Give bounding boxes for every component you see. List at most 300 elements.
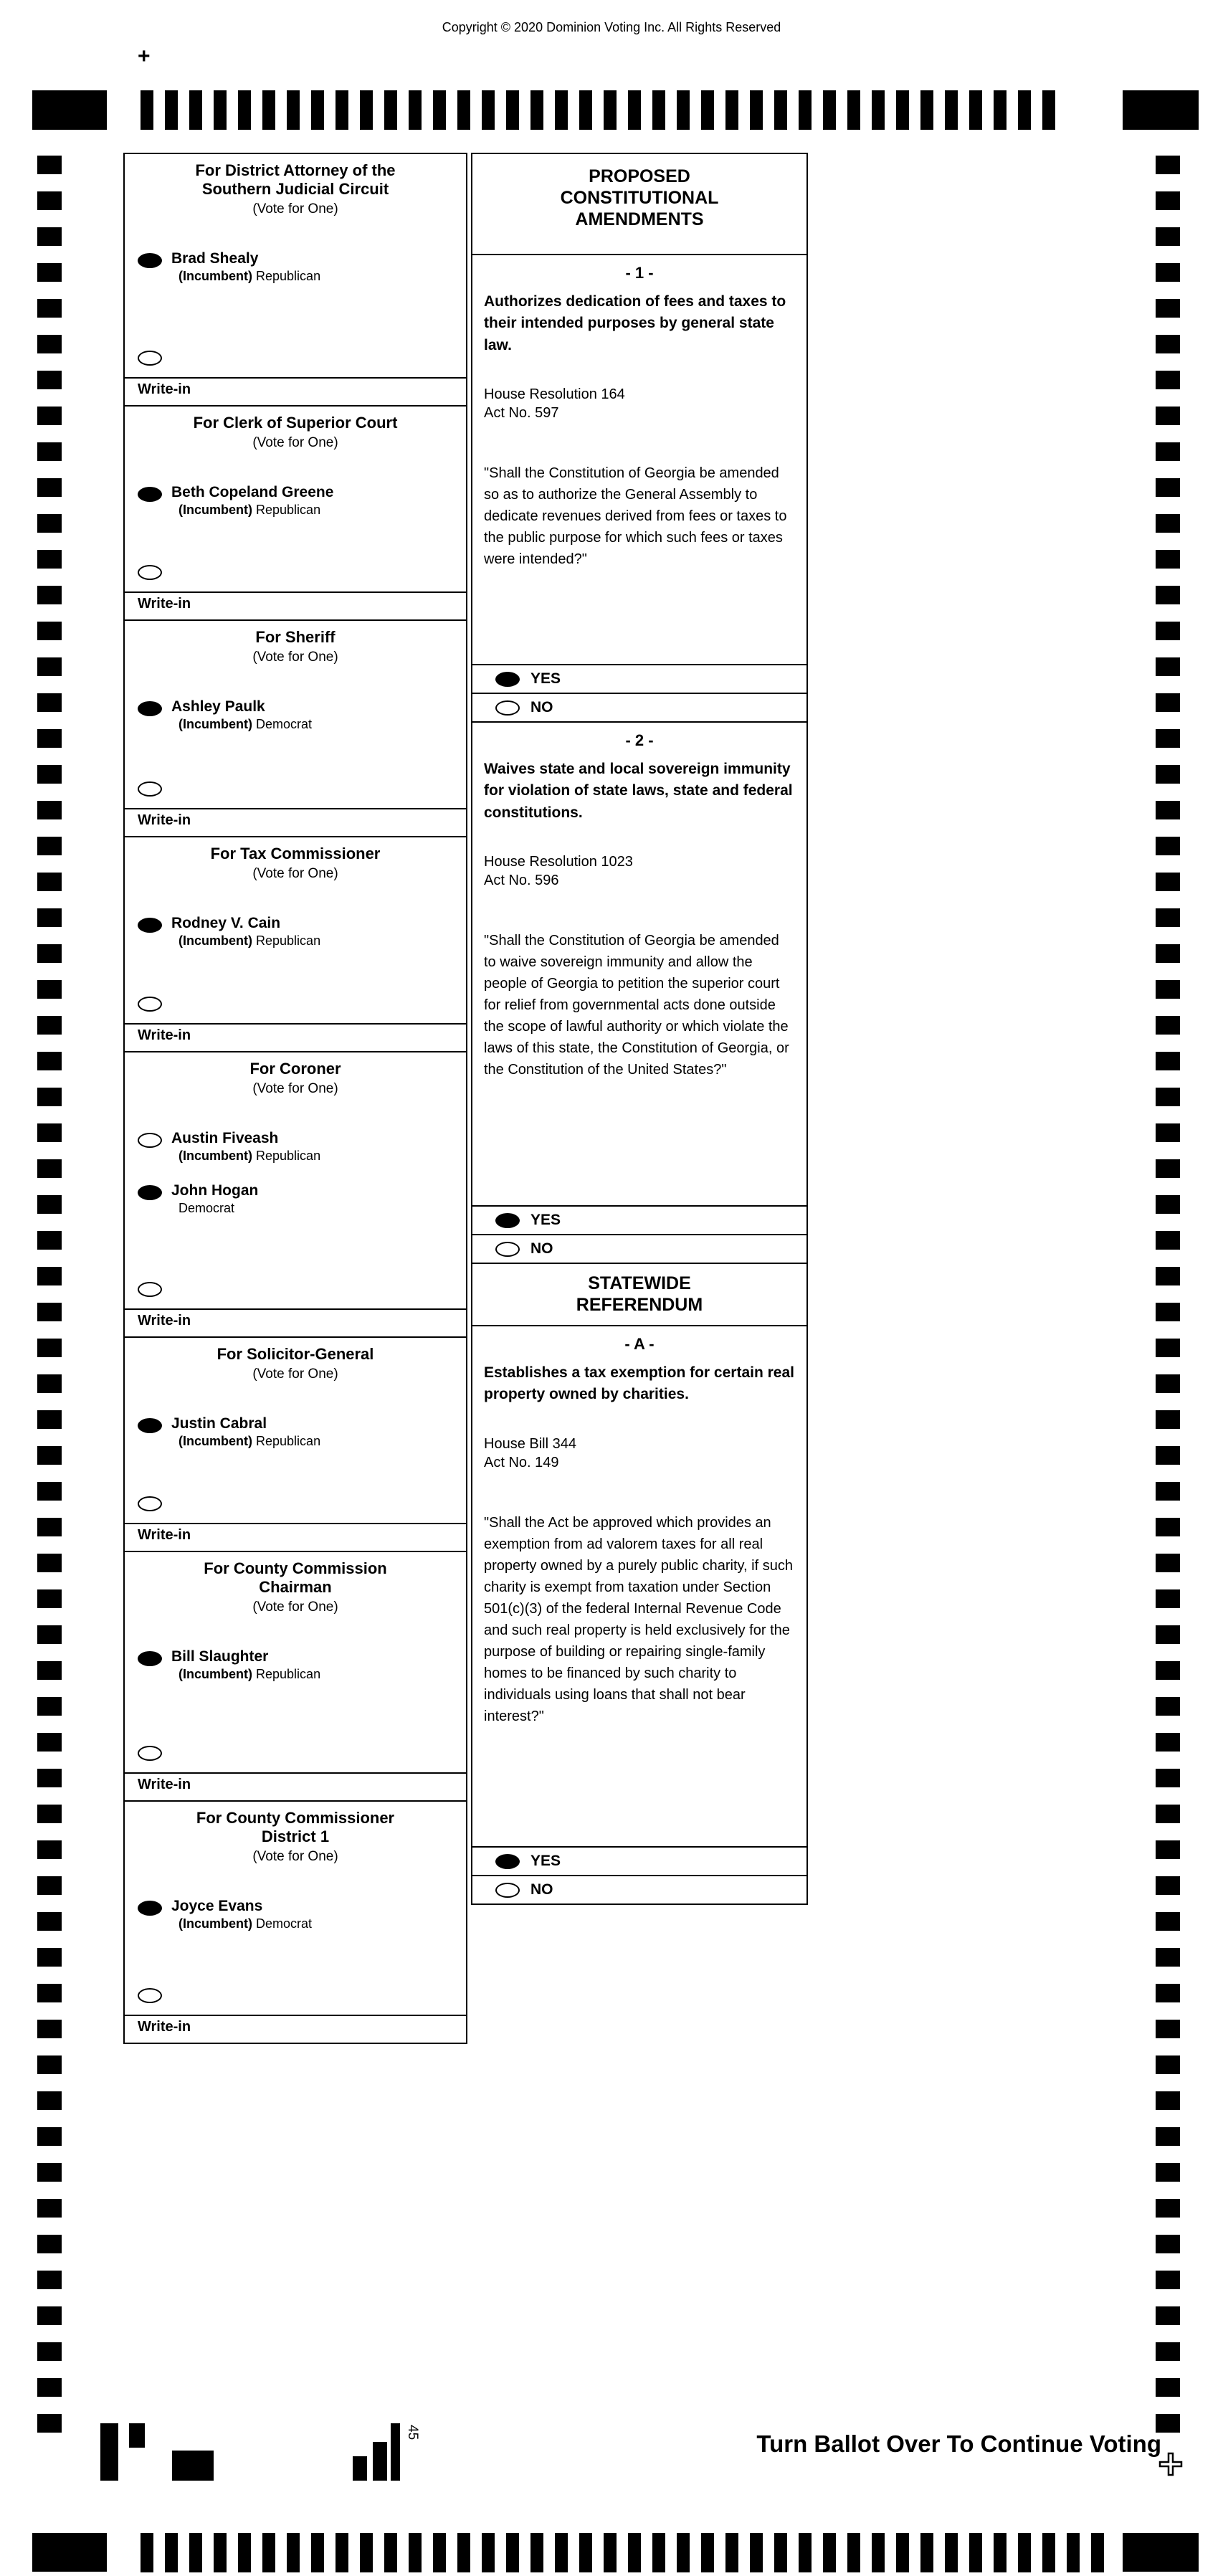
- candidate-text: [171, 484, 333, 518]
- timing-mark: [37, 801, 62, 819]
- measure-reference-line: House Bill 344: [484, 1435, 576, 1452]
- candidate-name: Ashley Paulk: [171, 698, 265, 715]
- timing-mark: [37, 1697, 62, 1716]
- timing-mark: [37, 1195, 62, 1214]
- statewide-referendum-header: [472, 1264, 806, 1326]
- barcode-bar: [353, 2456, 367, 2481]
- write-in-oval[interactable]: [138, 1496, 162, 1511]
- timing-mark: [579, 90, 592, 130]
- timing-mark: [37, 1016, 62, 1035]
- write-in-area: [125, 781, 466, 836]
- timing-mark: [37, 1625, 62, 1644]
- timing-mark: [1156, 1123, 1180, 1142]
- measure-number: - 1 -: [625, 264, 654, 282]
- referendum-header-line: STATEWIDE: [588, 1273, 691, 1293]
- contest-title-line: For Coroner: [249, 1060, 341, 1078]
- timing-mark: [750, 90, 763, 130]
- timing-mark: [37, 693, 62, 712]
- timing-mark: [37, 729, 62, 748]
- ballot-oval[interactable]: [138, 1185, 162, 1200]
- measure-summary: Authorizes dedication of fees and taxes to their intended purposes by general state law.: [484, 293, 786, 353]
- timing-mark: [920, 2533, 933, 2572]
- write-in-oval[interactable]: [138, 1746, 162, 1761]
- contest-title: [125, 1559, 466, 1597]
- ballot-oval[interactable]: [138, 487, 162, 502]
- timing-mark: [1156, 2127, 1180, 2146]
- incumbent-label: (Incumbent): [179, 1916, 252, 1931]
- candidate-party: [179, 269, 320, 284]
- write-in-line[interactable]: [125, 1772, 466, 1774]
- timing-mark: [725, 2533, 738, 2572]
- write-in-area: [125, 997, 466, 1051]
- timing-mark: [238, 2533, 251, 2572]
- timing-mark: [37, 2020, 62, 2038]
- timing-marks-top: [141, 90, 1055, 130]
- measure-reference-line: Act No. 596: [484, 873, 559, 889]
- timing-mark: [165, 2533, 178, 2572]
- write-in-oval[interactable]: [138, 1282, 162, 1297]
- yes-option: [472, 1846, 806, 1875]
- incumbent-label: (Incumbent): [179, 1434, 252, 1449]
- measure-summary: Waives state and local sovereign immunity for violation of state laws, state and federal constitutions.: [484, 761, 793, 821]
- candidate-option: [138, 1898, 455, 1931]
- no-option: [472, 1234, 806, 1263]
- timing-mark: [1156, 2091, 1180, 2110]
- measure-reference-line: House Resolution 1023: [484, 854, 633, 870]
- candidate-party: [179, 1201, 258, 1216]
- contest-header: [125, 414, 466, 451]
- timing-mark: [37, 2306, 62, 2325]
- measure-reference-line: House Resolution 164: [484, 386, 625, 403]
- candidate-name: Justin Cabral: [171, 1415, 267, 1432]
- timing-mark: [1156, 1769, 1180, 1787]
- barcode-bar: [100, 2423, 118, 2481]
- timing-mark: [37, 1518, 62, 1536]
- barcode-bar: [172, 2451, 214, 2481]
- timing-mark: [189, 2533, 202, 2572]
- candidate-option: [138, 915, 455, 949]
- timing-mark: [37, 1052, 62, 1070]
- ballot-oval[interactable]: [138, 918, 162, 933]
- timing-mark: [774, 2533, 787, 2572]
- ballot-oval[interactable]: [138, 1133, 162, 1148]
- timing-mark: [530, 2533, 543, 2572]
- timing-mark: [37, 191, 62, 210]
- yes-oval[interactable]: [495, 1854, 520, 1869]
- timing-mark: [1156, 1446, 1180, 1465]
- timing-marks-left: [37, 156, 62, 2433]
- timing-mark: [37, 1769, 62, 1787]
- party-label: Republican: [256, 503, 321, 518]
- timing-mark: [37, 1912, 62, 1931]
- measure-choices: [472, 1846, 806, 1904]
- timing-mark: [1067, 2533, 1080, 2572]
- contest-title-line: For Tax Commissioner: [210, 845, 381, 862]
- amendments-header: [472, 154, 806, 255]
- timing-mark: [37, 2378, 62, 2397]
- timing-mark: [628, 2533, 641, 2572]
- timing-mark: [1156, 586, 1180, 604]
- write-in-label: Write-in: [138, 1527, 191, 1543]
- timing-mark: [37, 1984, 62, 2002]
- write-in-oval[interactable]: [138, 997, 162, 1012]
- write-in-oval[interactable]: [138, 1988, 162, 2003]
- timing-mark: [1156, 156, 1180, 174]
- write-in-label: Write-in: [138, 1027, 191, 1043]
- contest-clerk-superior-court: [125, 407, 466, 621]
- timing-mark: [1156, 2235, 1180, 2253]
- timing-mark: [37, 263, 62, 282]
- timing-mark: [1156, 1625, 1180, 1644]
- timing-mark: [37, 2091, 62, 2110]
- timing-mark: [1156, 2306, 1180, 2325]
- no-oval[interactable]: [495, 1883, 520, 1898]
- yes-label: YES: [530, 1212, 561, 1228]
- vote-for-instruction: (Vote for One): [252, 1080, 338, 1096]
- barcode-bar: [373, 2442, 387, 2481]
- write-in-label: Write-in: [138, 1313, 191, 1329]
- timing-mark: [1156, 478, 1180, 497]
- timing-mark: [37, 299, 62, 318]
- timing-mark: [1018, 90, 1031, 130]
- measure-question: "Shall the Constitution of Georgia be amended to waive sovereign immunity and allow the people of Georgia to petition the superior court for relief from governmental acts done outside the scope of lawful authority or which violate the laws of this state, the Constitution of Georgia, or the Constitution of the United States?": [484, 933, 789, 1078]
- candidate-party: [179, 1916, 312, 1931]
- contest-commissioner-district-1: [125, 1802, 466, 2043]
- contest-title: [125, 1345, 466, 1364]
- timing-mark: [1156, 1159, 1180, 1178]
- candidate-name: Austin Fiveash: [171, 1129, 279, 1146]
- contests-column: [123, 153, 467, 2044]
- timing-mark: [37, 2055, 62, 2074]
- write-in-area: [125, 1496, 466, 1551]
- timing-mark: [141, 2533, 153, 2572]
- timing-mark: [214, 90, 227, 130]
- timing-mark: [1156, 837, 1180, 855]
- timing-mark: [1156, 1482, 1180, 1501]
- amendments-header-line: CONSTITUTIONAL: [560, 188, 719, 208]
- incumbent-label: (Incumbent): [179, 503, 252, 518]
- write-in-label: Write-in: [138, 381, 191, 397]
- timing-mark: [37, 2342, 62, 2361]
- timing-mark: [433, 2533, 446, 2572]
- ballot-oval[interactable]: [138, 1651, 162, 1666]
- incumbent-label: (Incumbent): [179, 1149, 252, 1164]
- timing-mark: [189, 90, 202, 130]
- timing-mark: [701, 2533, 714, 2572]
- timing-mark: [604, 90, 617, 130]
- contest-header: [125, 161, 466, 217]
- write-in-line[interactable]: [125, 591, 466, 593]
- timing-mark: [37, 1088, 62, 1106]
- contest-title: [125, 628, 466, 647]
- candidate-text: [171, 1130, 320, 1164]
- timing-mark: [37, 2127, 62, 2146]
- timing-mark: [945, 2533, 958, 2572]
- timing-mark: [37, 1159, 62, 1178]
- vote-for-instruction: (Vote for One): [252, 865, 338, 881]
- timing-mark: [799, 90, 812, 130]
- write-in-label: Write-in: [138, 812, 191, 828]
- timing-mark: [945, 90, 958, 130]
- no-oval[interactable]: [495, 700, 520, 716]
- timing-mark: [37, 2271, 62, 2289]
- write-in-line[interactable]: [125, 2015, 466, 2016]
- write-in-line[interactable]: [125, 808, 466, 809]
- timing-mark: [384, 90, 397, 130]
- candidate-option: [138, 250, 455, 284]
- timing-mark: [1156, 1948, 1180, 1967]
- measure-number: - 2 -: [625, 731, 654, 749]
- write-in-label: Write-in: [138, 1777, 191, 1792]
- measure-reference: [484, 1435, 795, 1472]
- ballot-oval[interactable]: [138, 701, 162, 716]
- contest-title-line: For Sheriff: [255, 628, 336, 646]
- timing-mark: [1156, 1303, 1180, 1321]
- timing-mark: [579, 2533, 592, 2572]
- timing-mark: [37, 1661, 62, 1680]
- timing-mark: [677, 90, 690, 130]
- contest-header: [125, 1809, 466, 1865]
- timing-mark: [872, 90, 885, 130]
- measure-choices: [472, 1205, 806, 1263]
- contest-title-line: Southern Judicial Circuit: [201, 179, 389, 198]
- party-label: Republican: [256, 1434, 321, 1449]
- timing-mark: [37, 1339, 62, 1357]
- incumbent-label: (Incumbent): [179, 269, 252, 284]
- timing-mark: [1156, 299, 1180, 318]
- timing-mark: [37, 944, 62, 963]
- timing-mark: [896, 2533, 909, 2572]
- timing-mark: [482, 2533, 495, 2572]
- timing-mark: [774, 90, 787, 130]
- party-label: Republican: [256, 933, 321, 949]
- timing-block-top-left: [32, 90, 107, 130]
- candidate-party: [179, 717, 312, 732]
- timing-mark: [701, 90, 714, 130]
- timing-mark: [37, 2414, 62, 2433]
- contest-commission-chairman: [125, 1552, 466, 1802]
- alignment-cross-icon: [1158, 2452, 1183, 2476]
- timing-mark: [37, 1948, 62, 1967]
- timing-mark: [1042, 90, 1055, 130]
- yes-option: [472, 664, 806, 693]
- measure-reference-line: Act No. 597: [484, 405, 559, 422]
- timing-mark: [37, 1733, 62, 1752]
- contest-sheriff: [125, 621, 466, 837]
- timing-mark: [37, 156, 62, 174]
- timing-mark: [1156, 227, 1180, 246]
- copyright-text: Copyright © 2020 Dominion Voting Inc. All Rights Reserved: [442, 20, 781, 34]
- amendments-header-line: PROPOSED: [589, 166, 690, 186]
- yes-oval[interactable]: [495, 1213, 520, 1228]
- timing-mark: [1156, 873, 1180, 891]
- timing-mark: [1156, 371, 1180, 389]
- timing-mark: [287, 90, 300, 130]
- vote-for-instruction: (Vote for One): [252, 1848, 338, 1864]
- ballot-oval[interactable]: [138, 1901, 162, 1916]
- contest-header: [125, 1345, 466, 1382]
- timing-mark: [1156, 514, 1180, 533]
- timing-mark: [1156, 442, 1180, 461]
- contest-title: [125, 845, 466, 863]
- timing-mark: [37, 1805, 62, 1823]
- candidate-text: [171, 1648, 320, 1682]
- timing-mark: [628, 90, 641, 130]
- timing-mark: [1156, 1016, 1180, 1035]
- timing-mark: [823, 2533, 836, 2572]
- timing-mark: [969, 2533, 982, 2572]
- contest-title-line: For Clerk of Superior Court: [193, 414, 398, 432]
- timing-marks-bottom: [141, 2533, 1104, 2572]
- party-label: Democrat: [256, 717, 313, 732]
- timing-mark: [652, 90, 665, 130]
- timing-mark: [384, 2533, 397, 2572]
- ballot-oval[interactable]: [138, 253, 162, 268]
- candidate-option: [138, 1182, 455, 1216]
- measure-reference: [484, 852, 795, 890]
- timing-mark: [1156, 1052, 1180, 1070]
- ballot-oval[interactable]: [138, 1418, 162, 1433]
- amendment-2-section: [472, 723, 806, 1264]
- no-option: [472, 693, 806, 721]
- contest-title: [125, 414, 466, 432]
- no-label: NO: [530, 1240, 553, 1257]
- write-in-oval[interactable]: [138, 351, 162, 366]
- write-in-line[interactable]: [125, 377, 466, 379]
- party-label: Democrat: [256, 1916, 313, 1931]
- party-label: Republican: [256, 269, 321, 284]
- timing-mark: [238, 90, 251, 130]
- contest-title-line: For Solicitor-General: [216, 1345, 374, 1363]
- timing-mark: [1156, 191, 1180, 210]
- timing-mark: [433, 90, 446, 130]
- timing-mark: [37, 1446, 62, 1465]
- write-in-area: [125, 1988, 466, 2043]
- timing-mark: [1156, 2199, 1180, 2218]
- write-in-oval[interactable]: [138, 565, 162, 580]
- timing-mark: [1156, 1231, 1180, 1250]
- write-in-area: [125, 351, 466, 405]
- timing-mark: [141, 90, 153, 130]
- timing-mark: [37, 657, 62, 676]
- write-in-oval[interactable]: [138, 781, 162, 797]
- contest-coroner: [125, 1052, 466, 1338]
- timing-mark: [1156, 2342, 1180, 2361]
- vote-for-instruction: (Vote for One): [252, 1366, 338, 1382]
- candidate-option: [138, 1648, 455, 1682]
- timing-mark: [1156, 801, 1180, 819]
- candidate-text: [171, 1415, 320, 1449]
- timing-mark: [457, 90, 470, 130]
- timing-mark: [1042, 2533, 1055, 2572]
- timing-block-top-right: [1123, 90, 1199, 130]
- timing-mark: [1156, 980, 1180, 999]
- timing-mark: [37, 1231, 62, 1250]
- timing-mark: [555, 2533, 568, 2572]
- timing-mark: [847, 2533, 860, 2572]
- timing-mark: [896, 90, 909, 130]
- timing-mark: [37, 622, 62, 640]
- timing-mark: [1156, 944, 1180, 963]
- timing-mark: [1156, 908, 1180, 927]
- timing-block-bottom-left: [32, 2533, 107, 2572]
- timing-mark: [37, 2235, 62, 2253]
- timing-mark: [1156, 1876, 1180, 1895]
- timing-mark: [872, 2533, 885, 2572]
- timing-mark: [37, 407, 62, 425]
- timing-mark: [1156, 1339, 1180, 1357]
- timing-mark: [1156, 1661, 1180, 1680]
- timing-mark: [1156, 1267, 1180, 1285]
- timing-mark: [823, 90, 836, 130]
- timing-mark: [287, 2533, 300, 2572]
- vote-for-instruction: (Vote for One): [252, 1599, 338, 1615]
- sheet-number: 45: [405, 2425, 420, 2440]
- timing-mark: [847, 90, 860, 130]
- candidate-text: [171, 698, 312, 732]
- measure-question: "Shall the Constitution of Georgia be amended so as to authorize the General Assembly to dedicate revenues derived from fees or taxes to the public purpose for which such fees or taxes were intended?": [484, 465, 787, 568]
- timing-mark: [1156, 1589, 1180, 1608]
- candidate-name: John Hogan: [171, 1182, 259, 1199]
- timing-mark: [1156, 1840, 1180, 1859]
- timing-mark: [37, 371, 62, 389]
- party-label: Republican: [256, 1667, 321, 1682]
- contest-title-line: Chairman: [259, 1577, 332, 1596]
- timing-mark: [1156, 1374, 1180, 1393]
- contest-tax-commissioner: [125, 837, 466, 1052]
- timing-mark: [677, 2533, 690, 2572]
- candidate-party: [179, 1667, 320, 1682]
- measure-question: "Shall the Act be approved which provides an exemption from ad valorem taxes for all real property owned by a purely public charity, if such charity is exempt from taxation under Section 501(c)(3) of the federal Internal Revenue Code and such real property is held exclusively for the purpose of building or repairing single-family homes to be financed by such charity to individuals using loans that shall not bear interest?": [484, 1514, 793, 1724]
- timing-mark: [37, 514, 62, 533]
- timing-mark: [1091, 2533, 1104, 2572]
- contest-title: [125, 161, 466, 199]
- candidate-text: [171, 250, 320, 284]
- timing-mark: [336, 90, 348, 130]
- candidate-option: [138, 1130, 455, 1164]
- timing-mark: [530, 90, 543, 130]
- timing-mark: [37, 1374, 62, 1393]
- timing-mark: [1156, 657, 1180, 676]
- timing-mark: [409, 90, 422, 130]
- no-option: [472, 1875, 806, 1904]
- timing-mark: [37, 586, 62, 604]
- contest-header: [125, 845, 466, 882]
- write-in-line[interactable]: [125, 1023, 466, 1025]
- no-oval[interactable]: [495, 1242, 520, 1257]
- candidate-option: [138, 1415, 455, 1449]
- timing-mark: [1156, 2055, 1180, 2074]
- contest-header: [125, 1060, 466, 1097]
- candidate-option: [138, 484, 455, 518]
- write-in-line[interactable]: [125, 1308, 466, 1310]
- timing-mark: [506, 2533, 519, 2572]
- timing-mark: [262, 90, 275, 130]
- timing-mark: [1156, 550, 1180, 569]
- write-in-line[interactable]: [125, 1523, 466, 1524]
- yes-oval[interactable]: [495, 672, 520, 687]
- incumbent-label: (Incumbent): [179, 1667, 252, 1682]
- timing-mark: [920, 90, 933, 130]
- contest-title: [125, 1809, 466, 1846]
- timing-mark: [37, 1840, 62, 1859]
- timing-mark: [1156, 1088, 1180, 1106]
- timing-mark: [750, 2533, 763, 2572]
- candidate-party: [179, 1434, 320, 1449]
- barcode-bar: [129, 2423, 145, 2448]
- candidate-party: [179, 503, 333, 518]
- timing-mark: [1156, 1805, 1180, 1823]
